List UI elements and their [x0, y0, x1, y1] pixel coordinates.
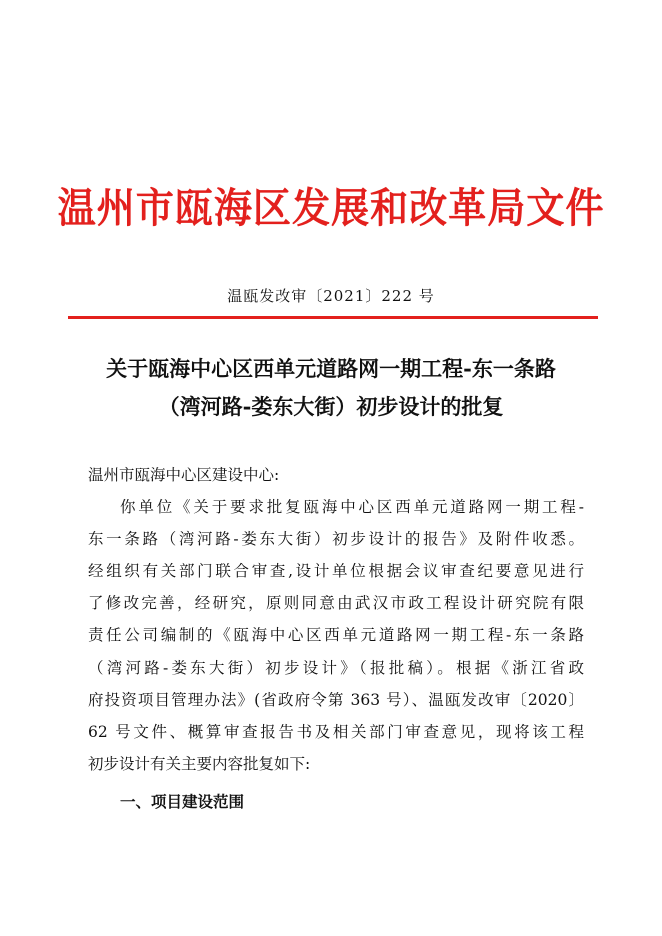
title-line-2: （湾河路-娄东大街）初步设计的批复	[158, 394, 504, 419]
body-line: 府投资项目管理办法》(省政府令第 363 号）、温瓯发改审〔2020〕	[88, 690, 584, 709]
body-line: 初步设计有关主要内容批复如下:	[88, 754, 311, 773]
body-line: 你单位《关于要求批复瓯海中心区西单元道路网一期工程-	[120, 498, 584, 517]
document-title	[0, 350, 662, 426]
body-line: （湾河路-娄东大街）初步设计》（报批稿）。根据《浙江省政	[88, 658, 584, 677]
body-line: 了修改完善，经研究，原则同意由武汉市政工程设计研究院有限	[88, 594, 584, 613]
addressee-line: 温州市瓯海中心区建设中心:	[88, 466, 280, 484]
body-line: 责任公司编制的《瓯海中心区西单元道路网一期工程-东一条路	[88, 626, 584, 645]
body-text	[88, 459, 584, 780]
body-line: 62 号文件、概算审查报告书及相关部门审查意见，现将该工程	[88, 722, 584, 741]
body-line: 经组织有关部门联合审查,设计单位根据会议审查纪要意见进行	[88, 562, 584, 581]
document-number: 温瓯发改审〔2021〕222 号	[227, 287, 435, 305]
title-line-1: 关于瓯海中心区西单元道路网一期工程-东一条路	[106, 356, 556, 381]
red-separator-line	[68, 316, 598, 319]
section-heading: 一、项目建设范围	[120, 793, 245, 811]
issuer-header: 温州市瓯海区发展和改革局文件	[57, 184, 605, 232]
body-line: 东一条路（湾河路-娄东大街）初步设计的报告》及附件收悉。	[88, 530, 584, 549]
